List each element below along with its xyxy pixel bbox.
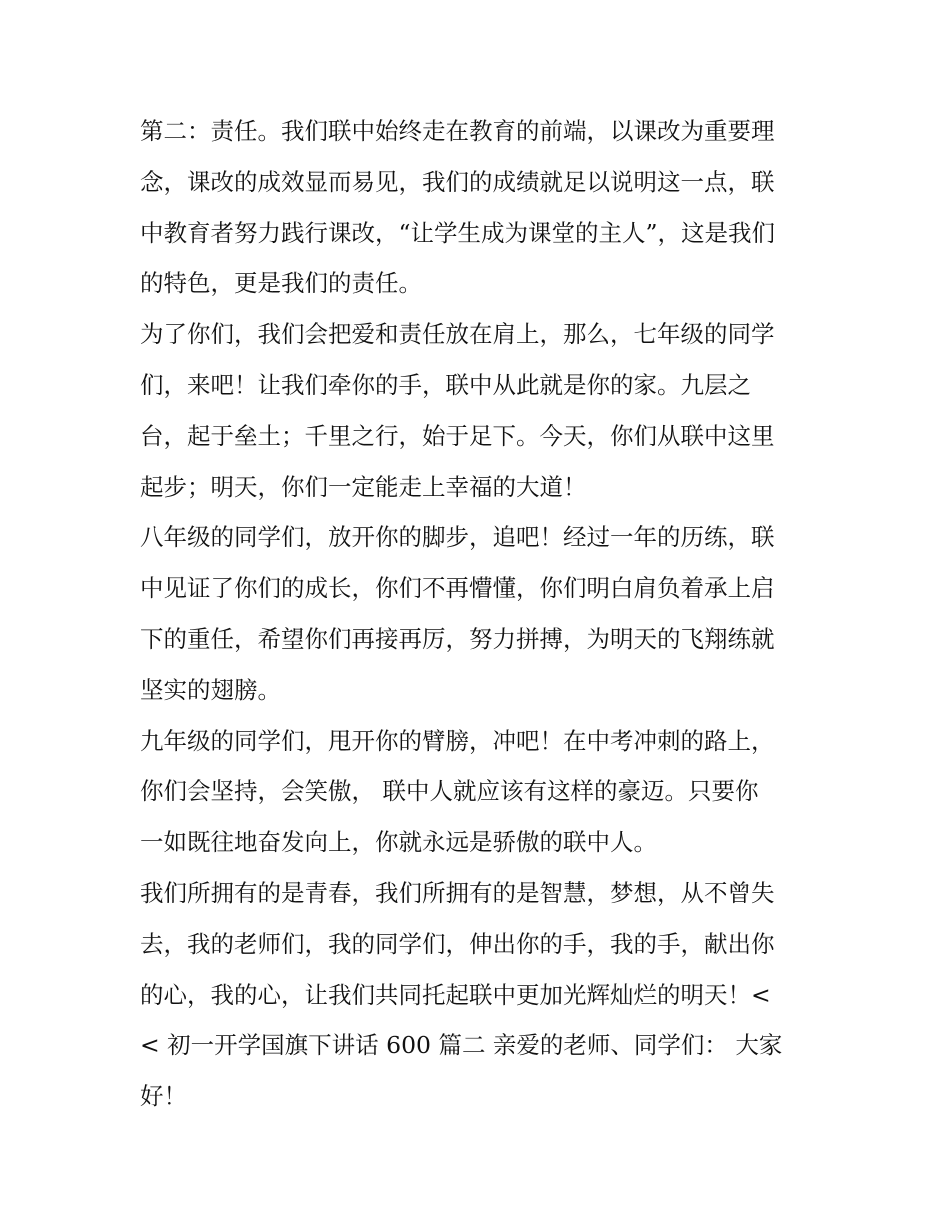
document-body [140,106,816,1122]
text-line: < 初一开学国旗下讲话 600 篇二 亲爱的老师、同学们： 大家 [140,1031,783,1060]
text-line: 坚实的翅膀。 [140,675,281,704]
text-line: 一如既往地奋发向上，你就永远是骄傲的联中人。 [140,828,657,857]
text-line: 我们所拥有的是青春，我们所拥有的是智慧，梦想，从不曾失 [140,878,775,907]
text-line: 中见证了你们的成长，你们不再懵懂，你们明白肩负着承上启 [140,574,775,603]
text-line: 中教育者努力践行课改，“让学生成为课堂的主人”，这是我们 [140,218,776,247]
text-line: 去，我的老师们，我的同学们，伸出你的手，我的手，献出你 [140,929,775,958]
text-line: 九年级的同学们，甩开你的臂膀，冲吧！在中考冲刺的路上， [140,726,775,755]
text-line: 念，课改的成效显而易见，我们的成绩就足以说明这一点，联 [140,167,775,196]
text-line: 八年级的同学们，放开你的脚步，追吧！经过一年的历练，联 [140,523,775,552]
text-line: 们，来吧！让我们牵你的手，联中从此就是你的家。九层之 [140,370,751,399]
text-line: 好！ [140,1082,187,1111]
text-line: 你们会坚持，会笑傲， 联中人就应该有这样的豪迈。只要你 [140,777,759,806]
text-line: 起步；明天，你们一定能走上幸福的大道！ [140,472,587,501]
text-line: 的心，我的心，让我们共同托起联中更加光辉灿烂的明天！< [140,980,771,1009]
text-line: 的特色，更是我们的责任。 [140,269,422,298]
text-line: 下的重任，希望你们再接再厉，努力拼搏，为明天的飞翔练就 [140,624,775,653]
text-line: 第二：责任。我们联中始终走在教育的前端，以课改为重要理 [140,117,775,145]
text-line: 为了你们，我们会把爱和责任放在肩上，那么，七年级的同学 [140,320,775,349]
text-line: 台，起于垒土；千里之行，始于足下。今天，你们从联中这里 [140,421,775,450]
